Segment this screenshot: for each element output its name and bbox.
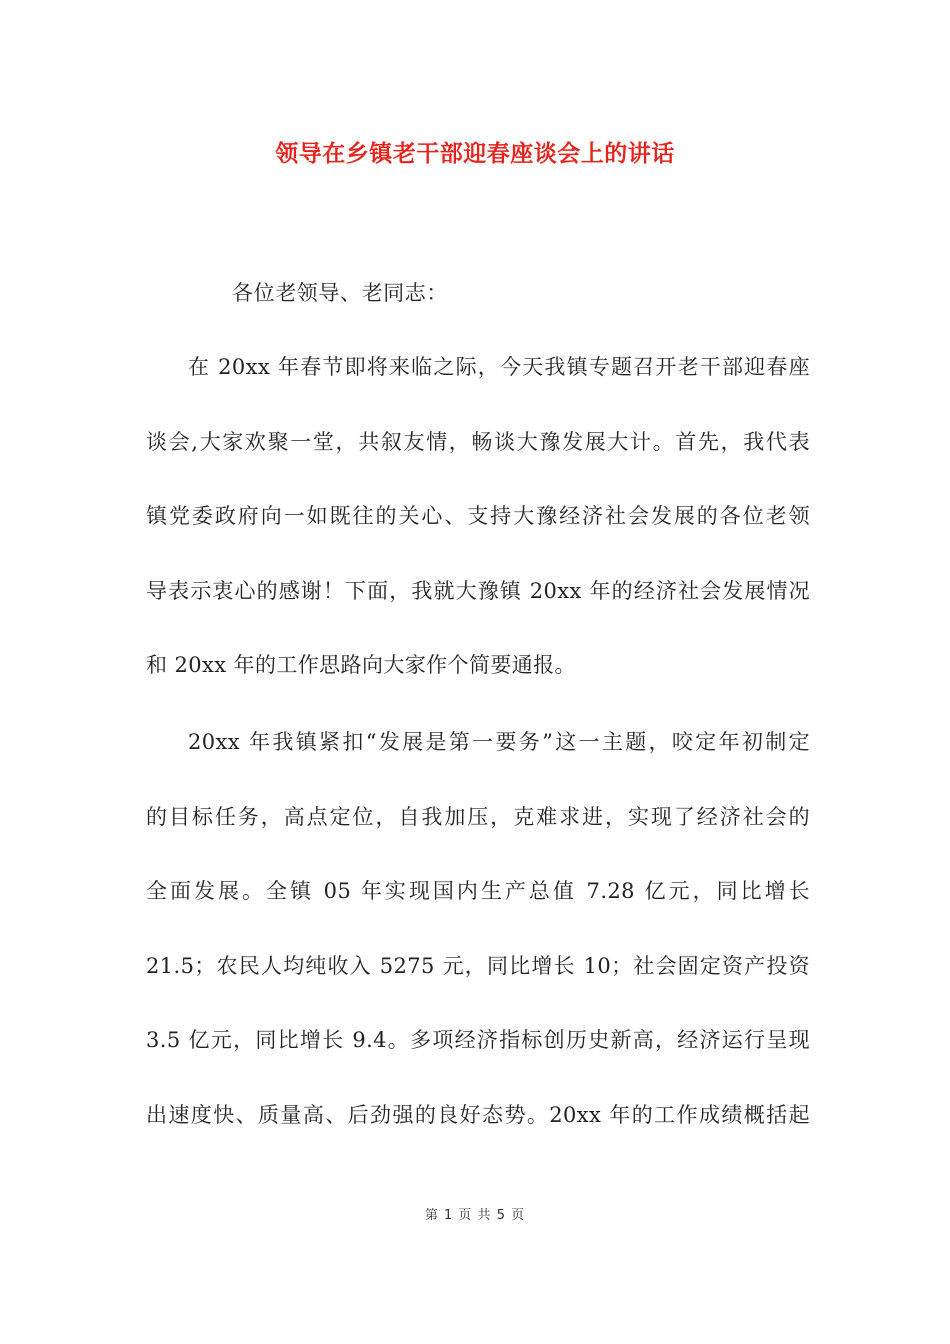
paragraph-2-line: 出速度快、质量高、后劲强的良好态势。20xx 年的工作成绩概括起 (146, 1102, 810, 1127)
paragraph-1 (146, 330, 810, 703)
paragraph-1-line: 镇党委政府向一如既往的关心、支持大豫经济社会发展的各位老领 (146, 504, 810, 528)
paragraph-1-line: 和 20xx 年的工作思路向大家作个简要通报。 (146, 653, 576, 677)
paragraph-2-line: 3.5 亿元，同比增长 9.4。多项经济指标创历史新高，经济运行呈现 (146, 1028, 810, 1052)
paragraph-2-line: 的目标任务，高点定位，自我加压，克难求进，实现了经济社会的 (146, 804, 810, 829)
paragraph-2-line: 21.5；农民人均纯收入 5275 元，同比增长 10；社会固定资产投资 (146, 953, 810, 978)
salutation: 各位老领导、老同志： (232, 281, 448, 305)
document-title: 领导在乡镇老干部迎春座谈会上的讲话 (275, 141, 675, 167)
paragraph-1-line: 谈会,大家欢聚一堂，共叙友情，畅谈大豫发展大计。首先，我代表 (146, 429, 810, 454)
paragraph-2 (146, 705, 810, 1152)
paragraph-2-line: 20xx 年我镇紧扣“发展是第一要务”这一主题，咬定年初制定 (188, 730, 810, 754)
paragraph-1-line: 导表示衷心的感谢！下面，我就大豫镇 20xx 年的经济社会发展情况 (146, 578, 810, 603)
page-footer: 第 1 页 共 5 页 (424, 1208, 526, 1223)
paragraph-2-line: 全面发展。全镇 05 年实现国内生产总值 7.28 亿元，同比增长 (146, 879, 810, 903)
paragraph-1-line: 在 20xx 年春节即将来临之际，今天我镇专题召开老干部迎春座 (188, 355, 810, 379)
